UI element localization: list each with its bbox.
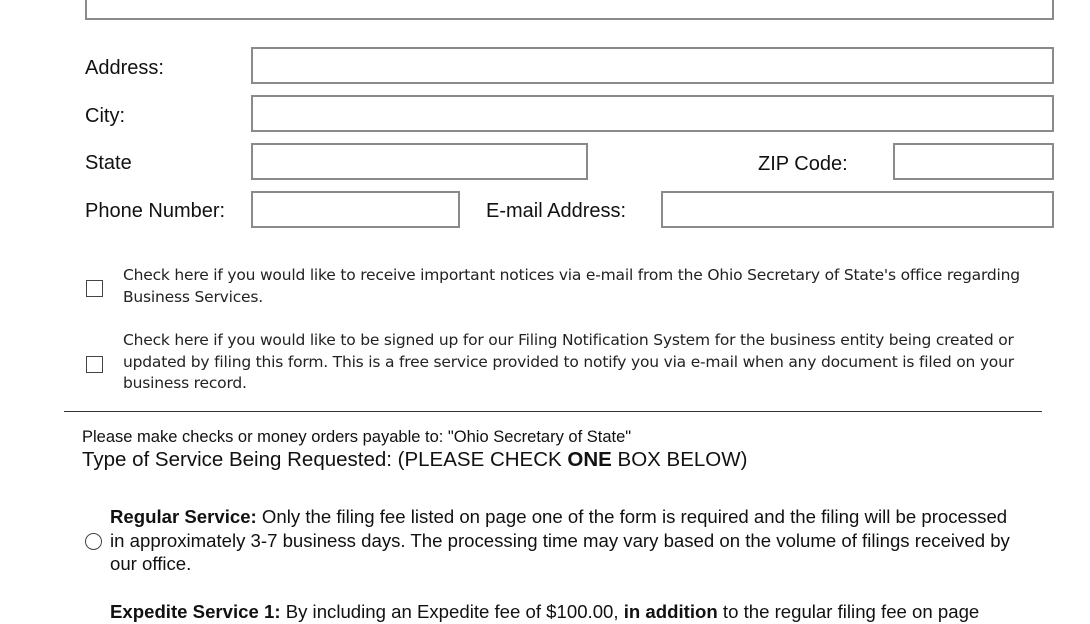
service-type-title: [82, 448, 747, 472]
expedite-service-1-description-b: to the regular filing fee on page: [717, 601, 980, 622]
expedite-service-1-bold: in addition: [623, 601, 718, 622]
regular-service-description: Only the filing fee listed on page one of the form is required and the filing will be processed in approximately 3-7 business days. The processing time may vary based on the volume of filings received by our office.: [110, 506, 1010, 574]
phone-input[interactable]: [251, 191, 460, 228]
filing-notification-checkbox[interactable]: [86, 356, 103, 373]
filing-notification-text: Check here if you would like to be signed up for our Filing Notification System for the business entity being created or updated by filing this form. This is a free service provided to notify you via e-mail when any document is filed on your business record.: [123, 331, 1014, 392]
regular-service-radio[interactable]: [85, 533, 102, 550]
expedite-service-1-description-a: By including an Expedite fee of $100.00,: [280, 601, 624, 622]
notices-checkbox[interactable]: [86, 280, 103, 297]
regular-service-text: [110, 505, 1015, 576]
expedite-service-1-text: [110, 600, 1070, 624]
state-label: State: [85, 152, 132, 174]
payment-note: Please make checks or money orders payable to: "Ohio Secretary of State": [82, 428, 632, 446]
phone-label: Phone Number:: [85, 200, 226, 222]
zip-label: ZIP Code:: [758, 153, 848, 175]
section-divider: [64, 411, 1042, 412]
service-type-title-prefix: Type of Service Being Requested: (PLEASE CHECK: [82, 448, 568, 471]
email-label: E-mail Address:: [486, 200, 627, 222]
city-input[interactable]: [251, 95, 1054, 132]
service-type-title-suffix: BOX BELOW): [611, 448, 748, 471]
email-input[interactable]: [661, 191, 1054, 228]
notices-checkbox-text: Check here if you would like to receive important notices via e-mail from the Ohio Secretary of State's office regarding Business Services.: [123, 266, 1020, 306]
state-input[interactable]: [251, 143, 588, 180]
city-label: City:: [85, 105, 125, 127]
regular-service-label: Regular Service:: [110, 506, 257, 527]
service-type-title-bold: ONE: [567, 448, 612, 471]
expedite-service-1-label: Expedite Service 1:: [110, 601, 281, 622]
address-input[interactable]: [251, 47, 1054, 84]
address-label: Address:: [85, 57, 164, 79]
zip-input[interactable]: [893, 143, 1054, 180]
top-field-input[interactable]: [85, 0, 1054, 20]
